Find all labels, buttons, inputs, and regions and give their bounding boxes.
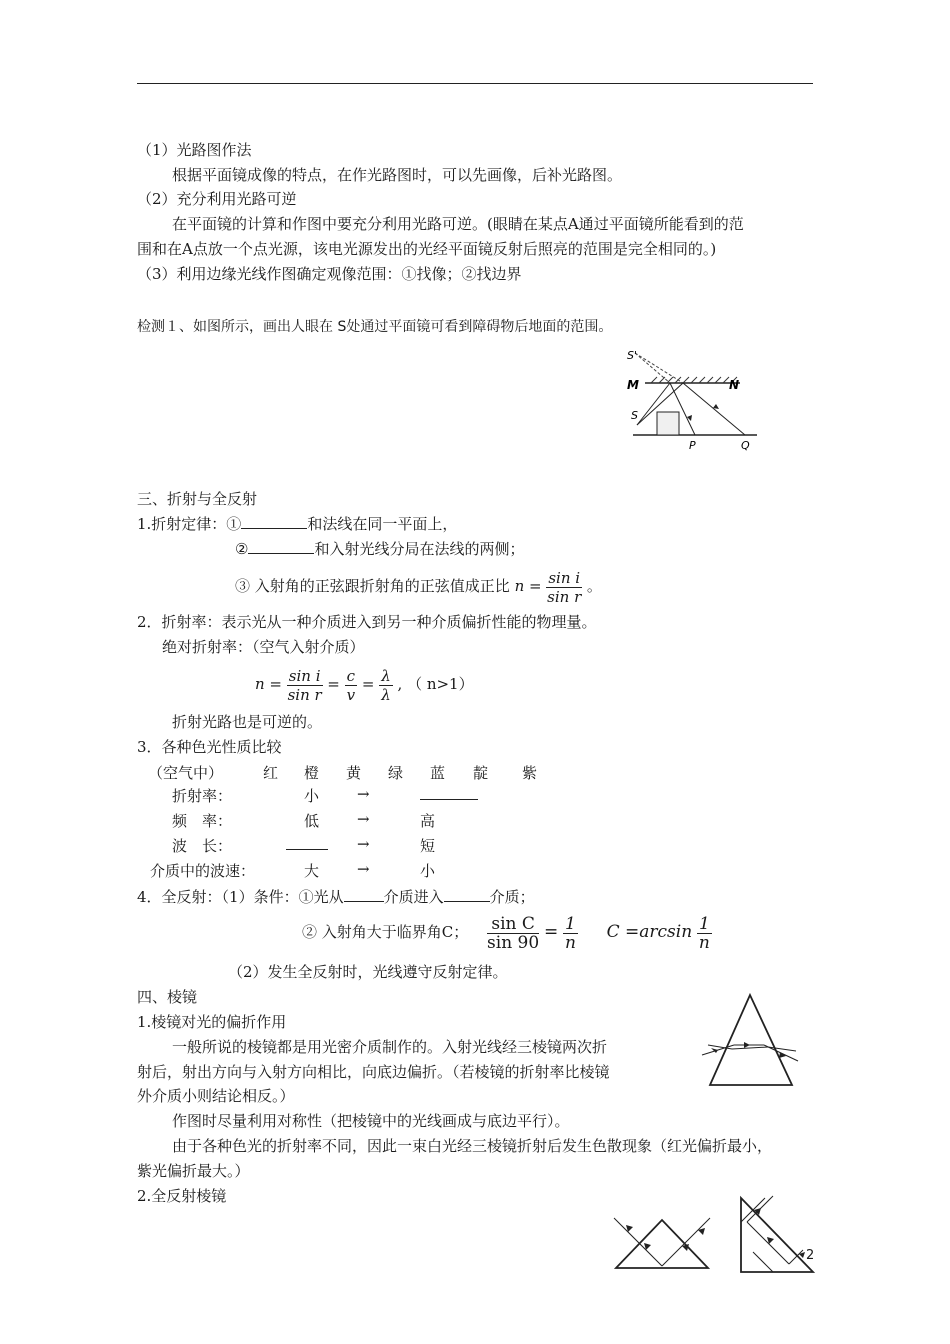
prism-p1-line2: 射后，射出方向与入射方向相比，向底边偏折。（若棱镜的折射率比棱镜 — [137, 1063, 610, 1081]
row-value-b: 小 — [420, 862, 436, 880]
law-line2: ② 和入射光线分局在法线的两侧； — [235, 540, 525, 558]
label-s: S — [631, 409, 638, 422]
item1-title: （1）光路图作法 — [137, 141, 252, 159]
header-rule — [137, 83, 813, 84]
page-number: 2 — [806, 1248, 815, 1263]
row-value-a: 小 — [304, 787, 320, 805]
color-green: 绿 — [388, 764, 404, 782]
label-m: M — [627, 378, 639, 392]
label-p: P — [689, 439, 696, 452]
row-label: 波 长： — [172, 837, 233, 855]
row-value-a — [286, 835, 328, 854]
prism-p1-line1: 一般所说的棱镜都是用光密介质制作的。入射光线经三棱镜两次折 — [172, 1038, 608, 1056]
item2-text-line2: 围和在A点放一个点光源，该电光源发出的光经平面镜反射后照亮的范围是完全相同的。) — [137, 240, 717, 258]
color-blue: 蓝 — [430, 764, 446, 782]
row-value-b: 短 — [420, 837, 436, 855]
row-arrow: → — [357, 835, 370, 853]
row-value-b — [420, 785, 478, 804]
row-label: 折射率： — [172, 787, 233, 805]
prism-sub1: 1.棱镜对光的偏折作用 — [137, 1013, 287, 1031]
row-arrow: → — [357, 810, 370, 828]
color-violet: 紫 — [522, 764, 538, 782]
row-value-b: 高 — [420, 812, 436, 830]
mirror-figure — [625, 345, 765, 455]
item2-text-line1: 在平面镜的计算和作图中要充分利用光路可逆。(眼睛在某点A通过平面镜所能看到的范 — [172, 215, 744, 233]
total-reflection-prism-2 — [733, 1194, 823, 1280]
row-label: 频 率： — [172, 812, 233, 830]
law-line3: ③ 入射角的正弦跟折射角的正弦值成正比 n = $\frac{\text{sin i}}{\text{sin r}}$ 。 — [235, 568, 602, 606]
item3-title: （3）利用边缘光线作图确定观像范围：①找像；②找边界 — [137, 265, 522, 283]
law3-fraction: $\frac{\text{sin i}}{\text{sin r}}$ — [547, 568, 582, 606]
row-value-a: 低 — [304, 812, 320, 830]
colors-heading: 3．各种色光性质比较 — [137, 738, 282, 756]
section3-heading: 三、折射与全反射 — [137, 490, 258, 508]
prism-p1-line3: 外介质小则结论相反。） — [137, 1087, 295, 1105]
row-label: 介质中的波速： — [150, 862, 256, 880]
prism-p3-line2: 紫光偏折最大。） — [137, 1162, 250, 1180]
colors-header-label: （空气中） — [148, 764, 224, 782]
index-definition: 2．折射率：表示光从一种介质进入到另一种介质偏折性能的物理量。 — [137, 613, 597, 631]
prism-deflection-figure — [698, 995, 808, 1095]
item1-text: 根据平面镜成像的特点，在作光路图时，可以先画像，后补光路图。 — [172, 166, 623, 184]
absolute-index: 绝对折射率：（空气入射介质） — [162, 638, 365, 656]
prism-p3-line1: 由于各种色光的折射率不同，因此一束白光经三棱镜折射后发生色散现象（红光偏折最小， — [172, 1137, 773, 1155]
total-reflection-prism-1 — [608, 1200, 718, 1280]
color-orange: 橙 — [304, 764, 320, 782]
law-line1: 1.折射定律：① 和法线在同一平面上， — [137, 515, 458, 533]
row-arrow: → — [357, 860, 370, 878]
item2-title: （2）充分利用光路可逆 — [137, 190, 297, 208]
tir-condition-3: （2）发生全反射时，光线遵守反射定律。 — [228, 963, 508, 981]
label-q: Q — [741, 439, 750, 452]
prism-sub2: 2.全反射棱镜 — [137, 1187, 227, 1205]
tir-condition-2: ② 入射角大于临界角C； $\frac{\text{sin C}}{\sin 90}$ = $\frac{1}{n}$ C =arcsin $\frac{1}{n}$ — [302, 913, 710, 953]
color-indigo: 靛 — [473, 764, 489, 782]
reversible-note: 折射光路也是可逆的。 — [172, 713, 323, 731]
prism-p2: 作图时尽量利用对称性（把棱镜中的光线画成与底边平行）。 — [172, 1112, 570, 1130]
tir-condition-1: 4．全反射：（1）条件：①光从 介质进入 介质； — [137, 888, 535, 906]
color-red: 红 — [263, 764, 279, 782]
color-yellow: 黄 — [346, 764, 362, 782]
index-formula: n = $\frac{\text{sin i}}{\text{sin r}}$ = $\frac{c}{v}$ = $\frac{\lambda}{\lambda}$ , （ n>1） — [255, 666, 474, 704]
label-s-prime: S' — [627, 349, 638, 362]
label-n: N — [729, 378, 740, 392]
row-value-a: 大 — [304, 862, 320, 880]
row-arrow: → — [357, 785, 370, 803]
section4-heading: 四、棱镜 — [137, 988, 198, 1006]
exercise1-text: 检测１、如图所示，画出人眼在 S处通过平面镜可看到障碍物后地面的范围。 — [137, 319, 613, 335]
